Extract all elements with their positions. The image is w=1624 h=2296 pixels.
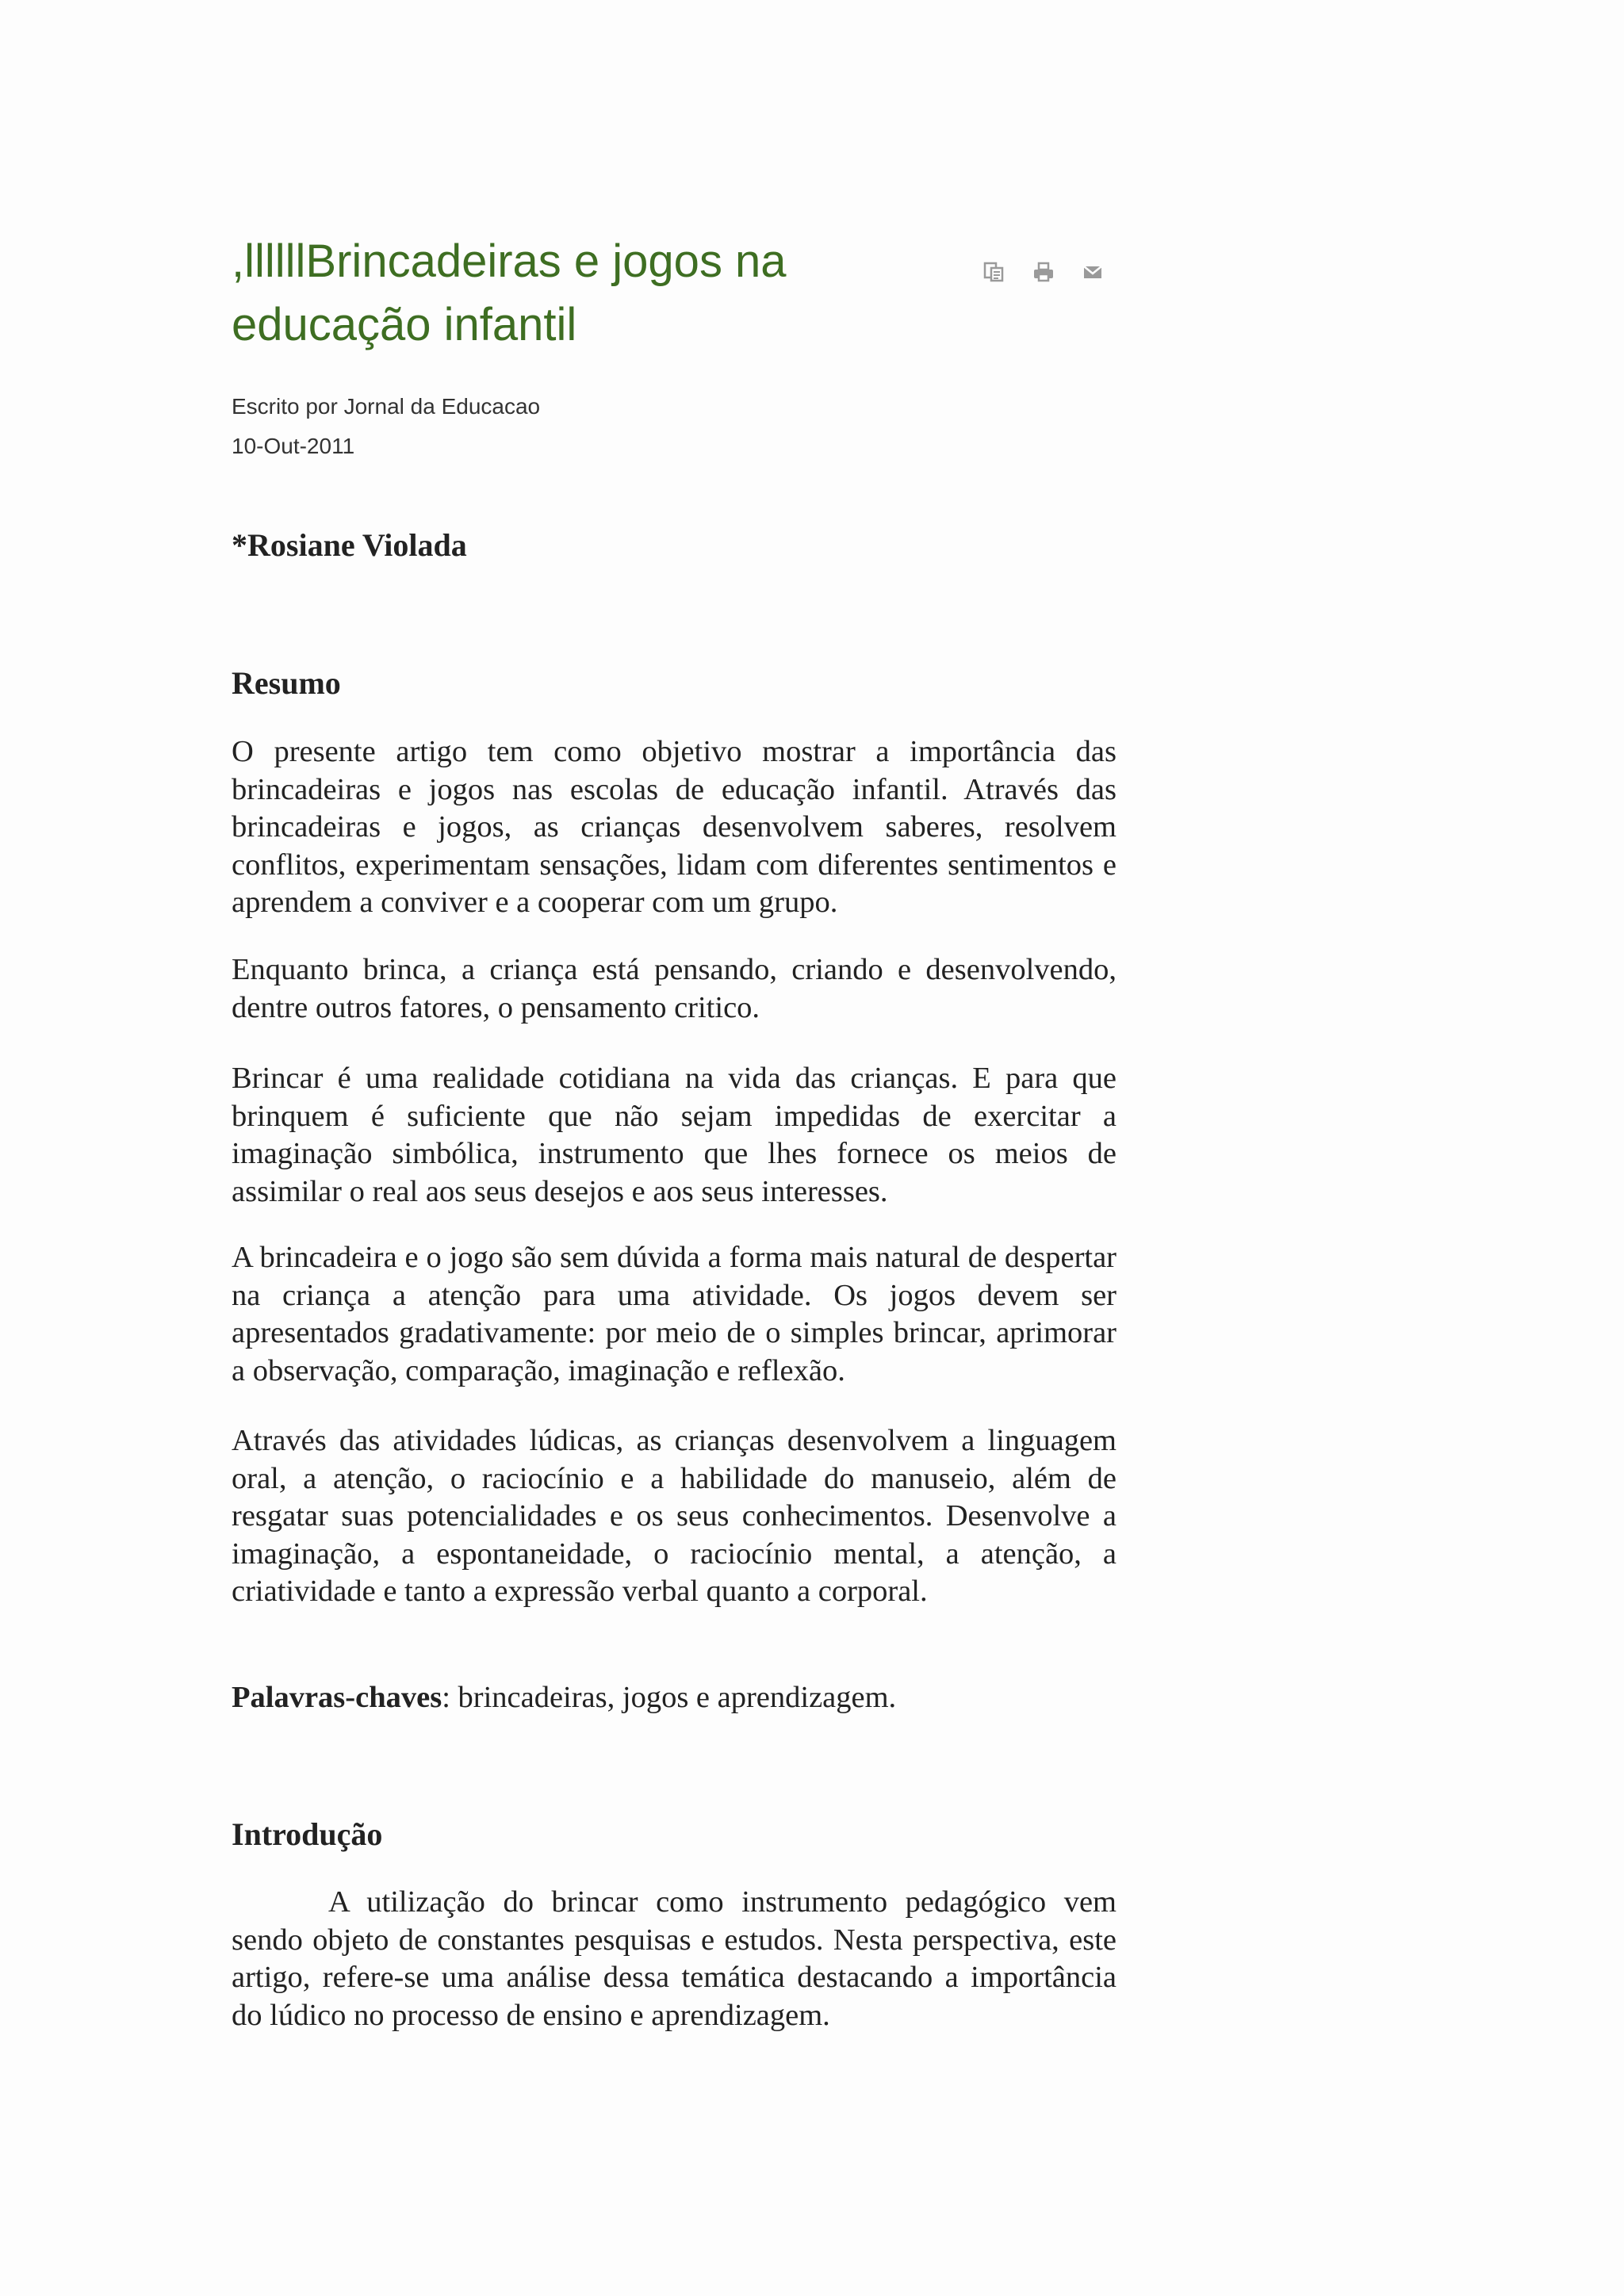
author-name: *Rosiane Violada — [232, 527, 467, 563]
paragraph: O presente artigo tem como objetivo mostrar a importância das brincadeiras e jogos nas escolas de educação infantil. Através das brincadeiras e jogos, as crianças desenvolvem saberes, resolvem conflitos, experimentam sensações, lidam com diferentes sentimentos e aprendem a conviver e a cooperar com um grupo. — [232, 735, 1116, 919]
article-meta — [232, 387, 540, 466]
byline: Escrito por Jornal da Educacao — [232, 394, 541, 419]
article-title: ,llllllBrincadeiras e jogos na educação infantil — [232, 235, 787, 350]
paragraph: A utilização do brincar como instrumento pedagógico vem sendo objeto de constantes pesquisas e estudos. Nesta perspectiva, este artigo, refere-se uma análise dessa temática destacando a importância do lúdico no processo de ensino e aprendizagem. — [232, 1885, 1116, 2032]
paragraph: Brincar é uma realidade cotidiana na vida das crianças. E para que brinquem é suficiente que não sejam impedidas de exercitar a imaginação simbólica, instrumento que lhes fornece os meios de assimilar o real aos seus desejos e aos seus interesses. — [232, 1062, 1116, 1208]
print-icon[interactable] — [1032, 262, 1055, 282]
paragraph: Enquanto brinca, a criança está pensando, criando e desenvolvendo, dentre outros fatores, o pensamento critico. — [232, 953, 1116, 1024]
pdf-icon[interactable] — [983, 262, 1005, 282]
keywords-text: : brincadeiras, jogos e aprendizagem. — [442, 1681, 897, 1714]
article-toolbar — [983, 262, 1104, 282]
paragraph: Através das atividades lúdicas, as crianças desenvolvem a linguagem oral, a atenção, o raciocínio e a habilidade do manuseio, além de resgatar suas potencialidades e os seus conhecimentos. Desenvolve a imaginação, a espontaneidade, o raciocínio mental, a atenção, a criatividade e tanto a expressão verbal quanto a corporal. — [232, 1424, 1116, 1608]
paragraph: A brincadeira e o jogo são sem dúvida a forma mais natural de despertar na criança a atenção para uma atividade. Os jogos devem ser apresentados gradativamente: por meio de o simples brincar, aprimorar a observação, comparação, imaginação e reflexão. — [232, 1241, 1116, 1387]
section-heading-resumo: Resumo — [232, 665, 341, 701]
publish-date: 10-Out-2011 — [232, 434, 355, 458]
keywords-label: Palavras-chaves — [232, 1681, 442, 1714]
section-heading-introducao: Introdução — [232, 1816, 383, 1852]
keywords-paragraph — [232, 1679, 1116, 1717]
email-icon[interactable] — [1082, 262, 1104, 282]
